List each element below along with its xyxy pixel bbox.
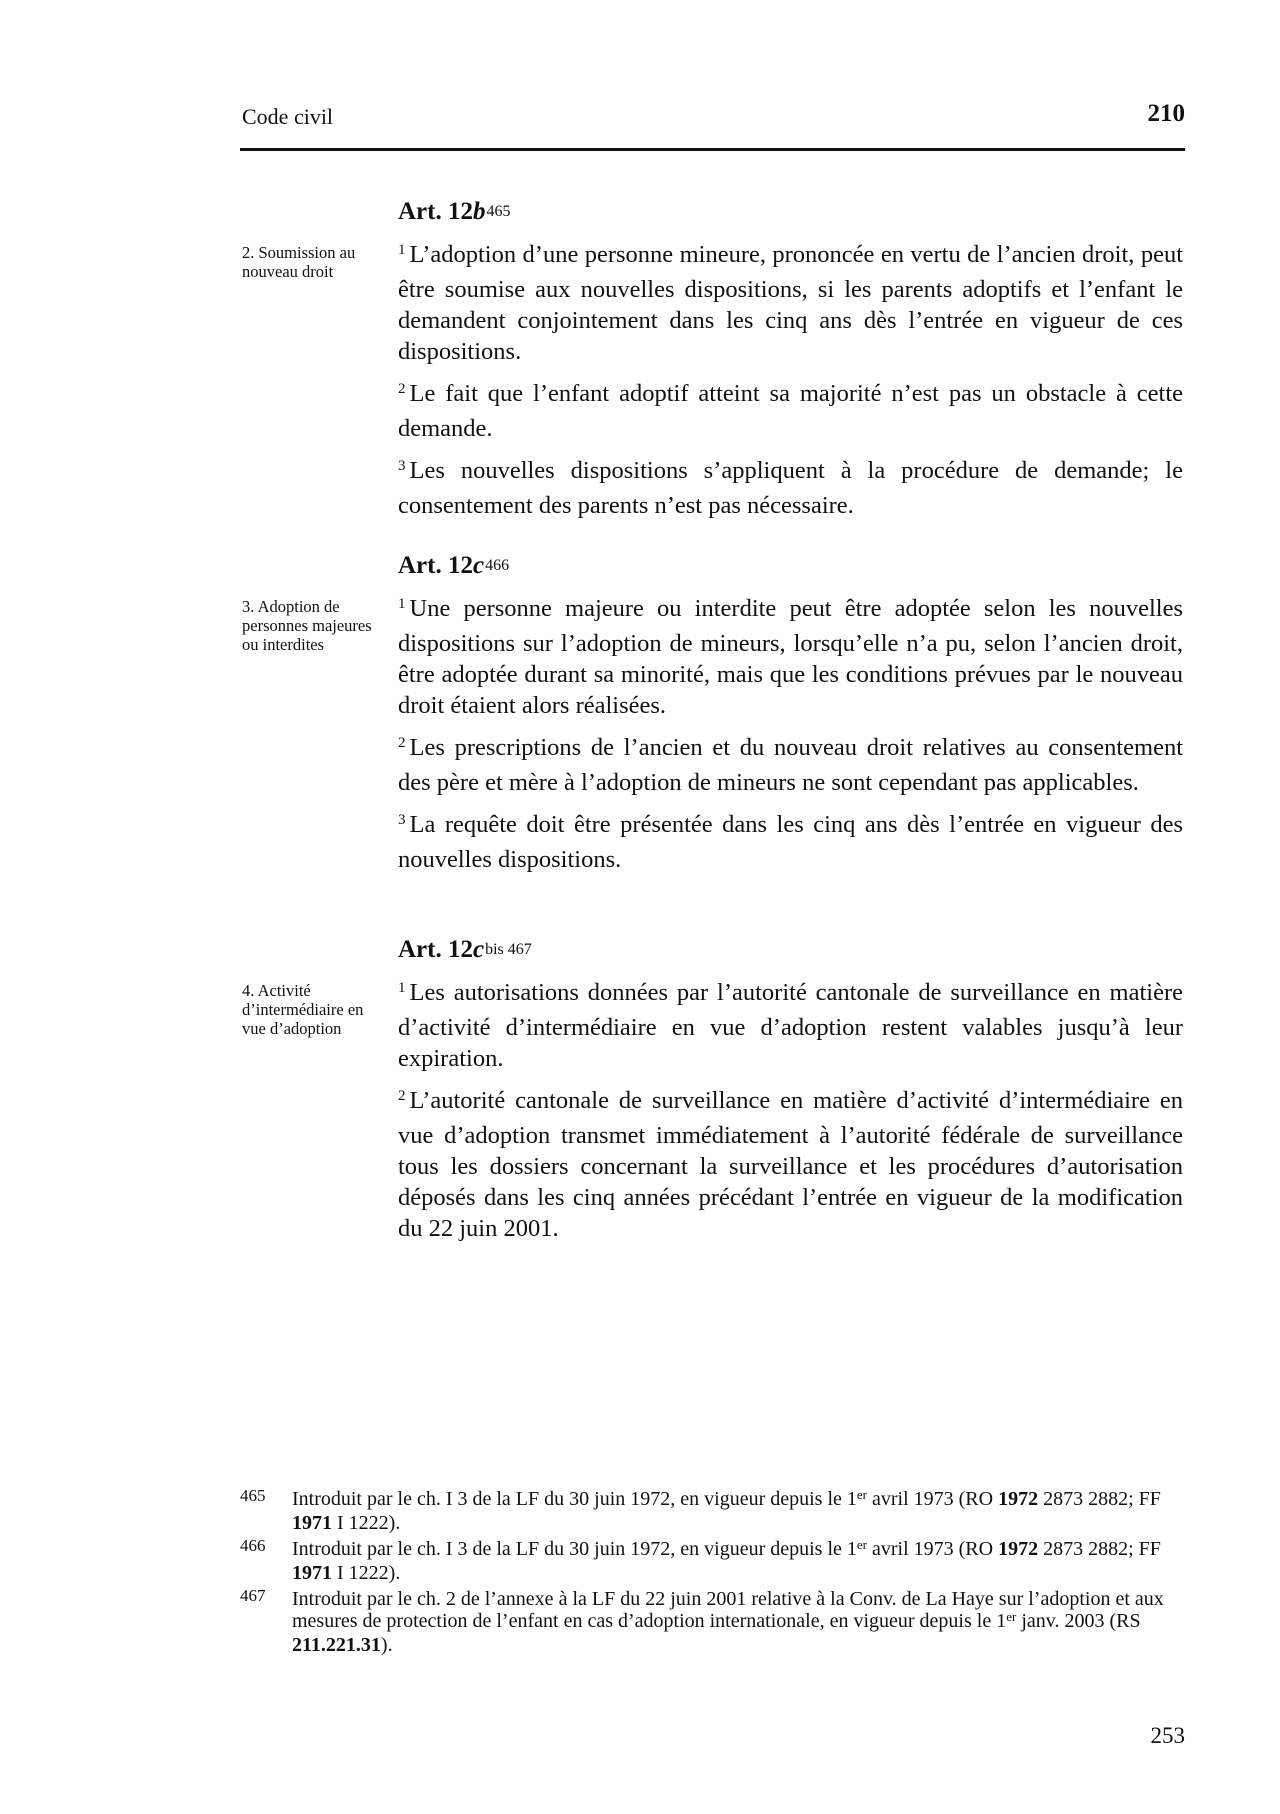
footnote-ref[interactable]: 465 xyxy=(486,203,511,220)
article-heading: Art. $12c^{466}$ xyxy=(398,552,510,579)
paragraph: $^3$ La requête doit être présentée dans les cinq ans dès l’entrée en vigueur des nouvelles dispositions. xyxy=(398,811,1183,873)
article-body xyxy=(398,239,1183,532)
header-title: Code civil xyxy=(242,104,334,129)
margin-note: 4. Activité d’intermédiaire en vue d’adoption xyxy=(242,981,364,1038)
page-number: 253 xyxy=(1150,1723,1185,1748)
article-body xyxy=(398,977,1183,1255)
paragraph: $^1$ Les autorisations données par l’autorité cantonale de surveillance en matière d’activité d’intermédiaire en vue d’adoption restent valables jusqu’à leur expiration. xyxy=(398,979,1183,1072)
paragraph: $^1$ L’adoption d’une personne mineure, prononcée en vertu de l’ancien droit, peut être soumise aux nouvelles dispositions, si les parents adoptifs et l’enfant le demandent conjointement dans les cinq ans dès l’entrée en vigueur de ces dispositions. xyxy=(398,241,1183,365)
footnotes xyxy=(240,1488,1185,1660)
article-heading: Art. $12c^{bis 467}$ xyxy=(398,936,532,963)
footnote: 467 Introduit par le ch. 2 de l’annexe à la LF du 22 juin 2001 relative à la Conv. de La Haye sur l’adoption et aux mesures de protection de l’enfant en cas d’adoption internationale, en vigueur depuis le 1er janv. 2003 (RS 211.221.31). xyxy=(240,1586,1164,1656)
footnote-number: 466 xyxy=(240,1536,266,1555)
margin-note: 3. Adoption de personnes majeures ou interdites xyxy=(242,597,372,654)
margin-note: 2. Soumission au nouveau droit xyxy=(242,243,356,281)
header-page-number: 210 xyxy=(1147,100,1185,127)
paragraph: $^1$ Une personne majeure ou interdite peut être adoptée selon les nouvelles dispositions sur l’adoption de mineurs, lorsqu’elle n’a pu, selon l’ancien droit, être adoptée durant sa minorité, mais que les conditions prévues par le nouveau droit étaient alors réalisées. xyxy=(398,595,1183,719)
running-header xyxy=(240,100,1185,151)
article-heading: Art. $12b^{465}$ xyxy=(398,198,511,225)
footnote-number: 465 xyxy=(240,1486,266,1505)
footnote-number: 467 xyxy=(240,1586,266,1605)
paragraph: $^2$ Les prescriptions de l’ancien et du nouveau droit relatives au consentement des père et mère à l’adoption de mineurs ne sont cependant pas applicables. xyxy=(398,734,1183,796)
paragraph: $^2$ Le fait que l’enfant adoptif atteint sa majorité n’est pas un obstacle à cette demande. xyxy=(398,380,1183,442)
footnote-ref[interactable]: bis 467 xyxy=(485,941,532,958)
article-body xyxy=(398,593,1183,886)
footnote: 465 Introduit par le ch. I 3 de la LF du 30 juin 1972, en vigueur depuis le 1er avril 1973 (RO 1972 2873 2882; FF 1971 I 1222). xyxy=(240,1486,1161,1534)
footnote-ref[interactable]: 466 xyxy=(485,557,510,574)
paragraph: $^3$ Les nouvelles dispositions s’appliquent à la procédure de demande; le consentement des parents n’est pas nécessaire. xyxy=(398,457,1183,519)
paragraph: $^2$ L’autorité cantonale de surveillance en matière d’activité d’intermédiaire en vue d’adoption transmet immédiatement à l’autorité fédérale de surveillance tous les dossiers concernant la surveillance et les procédures d’autorisation déposés dans les cinq années précédant l’entrée en vigueur de la modification du 22 juin 2001. xyxy=(398,1087,1183,1242)
footnote: 466 Introduit par le ch. I 3 de la LF du 30 juin 1972, en vigueur depuis le 1er avril 1973 (RO 1972 2873 2882; FF 1971 I 1222). xyxy=(240,1536,1161,1584)
